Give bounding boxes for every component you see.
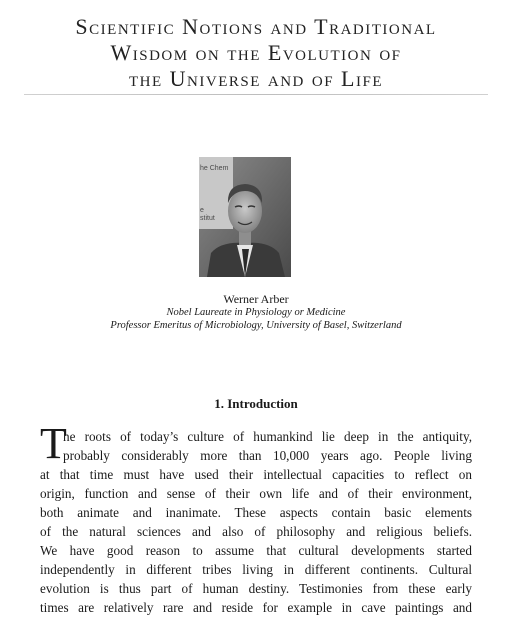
- paragraph-line: probably considerably more than 10,000 years ago. People living: [63, 448, 472, 463]
- title-line-1: Scientific Notions and Traditional: [75, 14, 437, 39]
- title-divider: [24, 94, 488, 95]
- title-line-2: Wisdom on the Evolution of: [110, 40, 402, 65]
- author-portrait-image: [199, 157, 291, 277]
- paragraph-line: of the natural sciences and also of philosophy and religious beliefs.: [40, 524, 472, 539]
- author-photo: [199, 157, 291, 277]
- sign-text-2: e: [200, 207, 204, 214]
- section-heading: 1. Introduction: [214, 396, 298, 411]
- sign-text-1: he Chem: [200, 165, 229, 172]
- paragraph-line: at that time must have used their intellectual capacities to reflect on: [40, 467, 472, 482]
- paragraph-line: both animate and inanimate. These aspects contain basic elements: [40, 505, 472, 520]
- paper-title: [0, 14, 512, 92]
- body-paragraph: [40, 427, 472, 617]
- paragraph-line: We have good reason to assume that cultural developments started: [40, 543, 472, 558]
- author-byline: [0, 292, 512, 332]
- author-affiliation-2: Professor Emeritus of Microbiology, University of Basel, Switzerland: [110, 320, 402, 331]
- paragraph-line: independently in different tribes living in different continents. Cultural: [40, 562, 472, 577]
- sign-text-3: stitut: [200, 215, 215, 222]
- paragraph-line: he roots of today’s culture of humankind lie deep in the antiquity,: [63, 429, 472, 444]
- drop-cap: T: [40, 419, 67, 468]
- title-line-3: the Universe and of Life: [129, 66, 383, 91]
- author-affiliation-1: Nobel Laureate in Physiology or Medicine: [166, 307, 346, 318]
- paragraph-line: origin, function and sense of their own life and of their environment,: [40, 486, 472, 501]
- author-name: Werner Arber: [223, 292, 289, 306]
- paragraph-line: times are relatively rare and reside for example in cave paintings and: [40, 600, 472, 615]
- paragraph-line: evolution is thus part of human destiny. Testimonies from these early: [40, 581, 472, 596]
